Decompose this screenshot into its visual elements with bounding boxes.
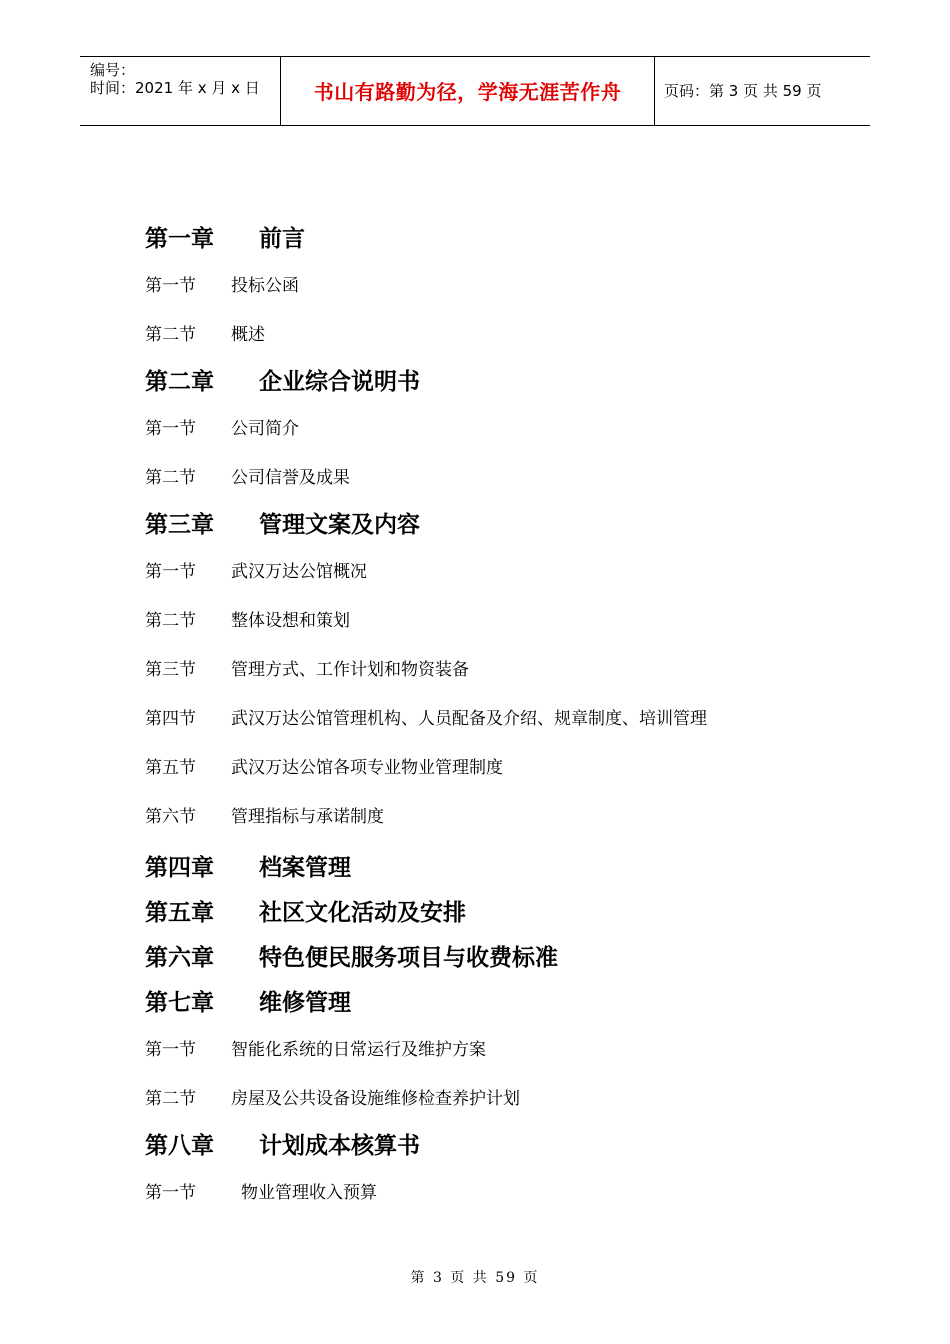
document-time-label: 时间：2021 年 x 月 x 日 — [90, 79, 260, 97]
toc-section — [145, 741, 845, 790]
section-number: 第二节 — [145, 468, 196, 488]
toc-section — [145, 643, 845, 692]
chapter-title: 档案管理 — [259, 855, 351, 881]
section-title: 管理指标与承诺制度 — [231, 807, 384, 827]
section-number: 第六节 — [145, 807, 196, 827]
section-number: 第一节 — [145, 562, 196, 582]
section-title: 管理方式、工作计划和物资装备 — [231, 660, 469, 680]
chapter-title: 管理文案及内容 — [259, 512, 420, 538]
toc-section — [145, 259, 845, 308]
chapter-title: 前言 — [259, 226, 305, 252]
header-motto: 书山有路勤为径，学海无涯苦作舟 — [313, 80, 622, 104]
toc-section — [145, 451, 845, 500]
section-number: 第二节 — [145, 1089, 196, 1109]
toc-section — [145, 1072, 845, 1121]
toc-chapter — [145, 933, 845, 978]
toc-section — [145, 692, 845, 741]
toc-section — [145, 402, 845, 451]
chapter-number: 第五章 — [145, 900, 214, 926]
chapter-number: 第一章 — [145, 226, 214, 252]
section-title: 智能化系统的日常运行及维护方案 — [231, 1040, 486, 1060]
toc-section — [145, 308, 845, 357]
chapter-title: 计划成本核算书 — [259, 1133, 420, 1159]
chapter-number: 第二章 — [145, 369, 214, 395]
toc-chapter — [145, 500, 845, 545]
toc-section — [145, 790, 845, 839]
section-title: 公司信誉及成果 — [231, 468, 350, 488]
chapter-title: 特色便民服务项目与收费标准 — [259, 945, 558, 971]
section-title: 投标公函 — [231, 276, 299, 296]
toc-section — [145, 1166, 845, 1215]
section-number: 第二节 — [145, 611, 196, 631]
toc-chapter — [145, 1121, 845, 1166]
section-title: 公司简介 — [231, 419, 299, 439]
toc-section — [145, 594, 845, 643]
toc-section — [145, 1023, 845, 1072]
table-of-contents — [145, 214, 845, 1215]
section-title: 物业管理收入预算 — [241, 1183, 377, 1203]
chapter-number: 第六章 — [145, 945, 214, 971]
page-footer: 第 3 页 共 59 页 — [410, 1270, 540, 1286]
chapter-title: 企业综合说明书 — [259, 369, 420, 395]
chapter-title: 维修管理 — [259, 990, 351, 1016]
section-number: 第一节 — [145, 1040, 196, 1060]
page-header — [80, 56, 870, 126]
toc-chapter — [145, 357, 845, 402]
section-title: 整体设想和策划 — [231, 611, 350, 631]
section-number: 第五节 — [145, 758, 196, 778]
chapter-number: 第四章 — [145, 855, 214, 881]
header-meta-cell — [80, 57, 281, 125]
document-number-label: 编号： — [90, 61, 136, 79]
toc-chapter — [145, 843, 845, 888]
chapter-title: 社区文化活动及安排 — [259, 900, 466, 926]
header-page-info: 页码：第 3 页 共 59 页 — [664, 82, 822, 100]
section-title: 武汉万达公馆管理机构、人员配备及介绍、规章制度、培训管理 — [231, 709, 707, 729]
section-number: 第三节 — [145, 660, 196, 680]
section-title: 武汉万达公馆概况 — [231, 562, 367, 582]
section-title: 房屋及公共设备设施维修检查养护计划 — [231, 1089, 520, 1109]
section-number: 第一节 — [145, 276, 196, 296]
section-number: 第一节 — [145, 1183, 196, 1203]
chapter-number: 第八章 — [145, 1133, 214, 1159]
toc-chapter — [145, 888, 845, 933]
section-number: 第一节 — [145, 419, 196, 439]
section-title: 武汉万达公馆各项专业物业管理制度 — [231, 758, 503, 778]
section-number: 第二节 — [145, 325, 196, 345]
toc-chapter — [145, 978, 845, 1023]
chapter-number: 第三章 — [145, 512, 214, 538]
section-number: 第四节 — [145, 709, 196, 729]
header-page-cell — [655, 57, 870, 125]
toc-chapter — [145, 214, 845, 259]
chapter-number: 第七章 — [145, 990, 214, 1016]
section-title: 概述 — [231, 325, 265, 345]
header-motto-cell — [281, 57, 655, 125]
toc-section — [145, 545, 845, 594]
